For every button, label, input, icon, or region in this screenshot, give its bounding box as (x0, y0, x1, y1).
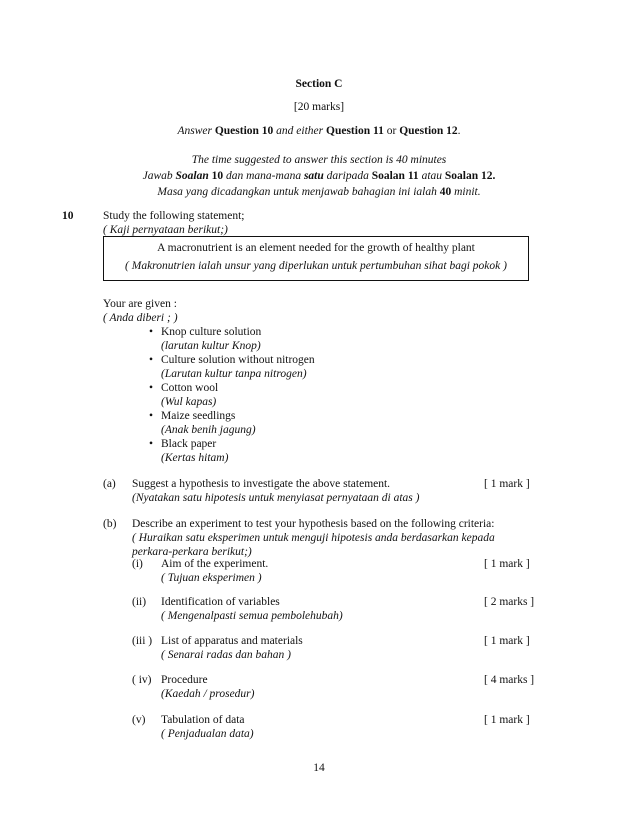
criterion-procedure-ms: (Kaedah / prosedur) (161, 688, 255, 700)
jawab-satu: satu (303, 170, 324, 182)
jawab-line (0, 170, 638, 182)
section-instruction (0, 125, 638, 137)
part-b-label: (b) (103, 518, 117, 530)
criterion-tabulation-ms: ( Penjadualan data) (161, 728, 254, 740)
part-b-question-ms-2: perkara-perkara berikut;) (132, 546, 252, 558)
masa-end: minit. (451, 186, 481, 198)
criterion-variables: Identification of variables (161, 596, 280, 608)
instruction-or: or (383, 125, 400, 137)
jawab-atau: atau (418, 170, 445, 182)
part-a-question: Suggest a hypothesis to investigate the above statement. (132, 478, 391, 490)
material-item-maize: • Maize seedlings (161, 410, 235, 422)
statement-en: A macronutrient is an element needed for the growth of healthy plant (157, 242, 475, 254)
material-item-black-paper-ms: (Kertas hitam) (161, 452, 229, 464)
criterion-label-i: (i) (132, 558, 143, 570)
page-number: 14 (313, 762, 325, 774)
jawab-p2: dan mana-mana (223, 170, 304, 182)
criterion-procedure: Procedure (161, 674, 208, 686)
jawab-s12: Soalan 12. (444, 170, 496, 182)
criterion-tabulation: Tabulation of data (161, 714, 245, 726)
part-b-question-ms-1: ( Huraikan satu eksperimen untuk menguji hipotesis anda berdasarkan kepada (132, 532, 495, 544)
criterion-label-iii: (iii ) (132, 635, 153, 647)
given-ms: ( Anda diberi ; ) (103, 312, 178, 324)
jawab-p3: daripada (323, 170, 372, 182)
criterion-aim-mark: [ 1 mark ] (484, 558, 530, 570)
section-marks: [20 marks] (293, 101, 345, 113)
masa-text: Masa yang dicadangkan untuk menjawab bahagian ini ialah (157, 186, 440, 198)
criterion-label-ii: (ii) (132, 596, 147, 608)
part-b-question: Describe an experiment to test your hypothesis based on the following criteria: (132, 518, 495, 530)
material-item-no-nitrogen: • Culture solution without nitrogen (161, 354, 315, 366)
instruction-q10: Question 10 (214, 125, 274, 137)
criterion-label-v: (v) (132, 714, 146, 726)
criterion-aim: Aim of the experiment. (161, 558, 269, 570)
material-item-cotton: • Cotton wool (161, 382, 218, 394)
criterion-label-iv: ( iv) (132, 674, 152, 686)
criterion-tabulation-mark: [ 1 mark ] (484, 714, 530, 726)
material-item-knop-ms: (larutan kultur Knop) (161, 340, 261, 352)
material-item-no-nitrogen-ms: (Larutan kultur tanpa nitrogen) (161, 368, 307, 380)
instruction-mid: and either (273, 125, 326, 137)
criterion-variables-mark: [ 2 marks ] (484, 596, 535, 608)
material-item-black-paper: • Black paper (161, 438, 216, 450)
criterion-aim-ms: ( Tujuan eksperimen ) (161, 572, 262, 584)
jawab-s11: Soalan 11 (371, 170, 419, 182)
part-a-mark: [ 1 mark ] (484, 478, 530, 490)
study-statement-ms: ( Kaji pernyataan berikut;) (103, 224, 228, 236)
time-suggested: The time suggested to answer this section is 40 minutes (191, 154, 447, 166)
part-a-label: (a) (103, 478, 116, 490)
instruction-end: . (457, 125, 461, 137)
study-statement-en: Study the following statement; (103, 210, 245, 222)
material-item-maize-ms: (Anak benih jagung) (161, 424, 256, 436)
jawab-p1: Jawab (142, 170, 176, 182)
statement-box (103, 236, 529, 281)
masa-num: 40 (439, 186, 452, 198)
criterion-apparatus-ms: ( Senarai radas dan bahan ) (161, 649, 292, 661)
instruction-q11: Question 11 (326, 125, 384, 137)
jawab-soalan: Soalan (175, 170, 209, 182)
instruction-answer: Answer (177, 125, 215, 137)
criterion-procedure-mark: [ 4 marks ] (484, 674, 535, 686)
statement-ms: ( Makronutrien ialah unsur yang diperlukan untuk pertumbuhan sihat bagi pokok ) (125, 260, 507, 272)
material-item-knop: • Knop culture solution (161, 326, 261, 338)
material-item-cotton-ms: (Wul kapas) (161, 396, 217, 408)
instruction-q12: Question 12 (399, 125, 458, 137)
criterion-apparatus-mark: [ 1 mark ] (484, 635, 530, 647)
masa-line (0, 186, 638, 198)
question-number: 10 (62, 210, 74, 222)
part-a-question-ms: (Nyatakan satu hipotesis untuk menyiasat pernyataan di atas ) (132, 492, 420, 504)
given-en: Your are given : (103, 298, 177, 310)
jawab-num10: 10 (208, 170, 224, 182)
section-title: Section C (295, 78, 343, 90)
criterion-apparatus: List of apparatus and materials (161, 635, 303, 647)
criterion-variables-ms: ( Mengenalpasti semua pembolehubah) (161, 610, 343, 622)
